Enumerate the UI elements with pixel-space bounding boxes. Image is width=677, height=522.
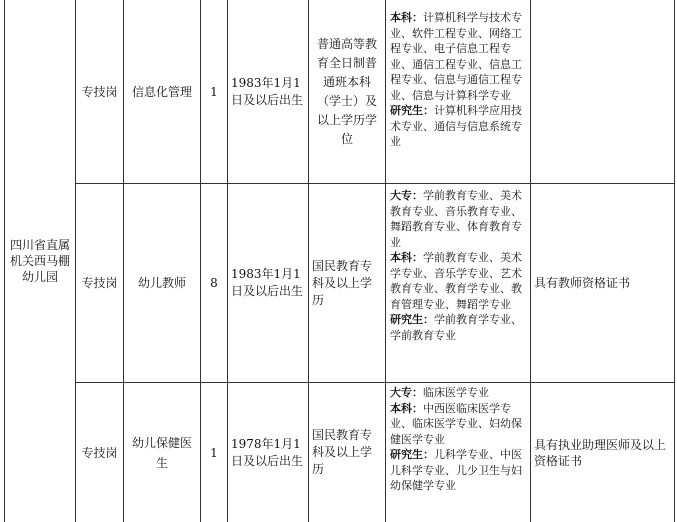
major-text: 计算机科学与技术专业、软件工程专业、网络工程专业、电子信息工程专业、通信工程专业、信息工程专业、信息与通信工程专业、信息与计算科学专业 bbox=[390, 11, 522, 102]
birth-requirement: 1983年1月1日及以后出生 bbox=[231, 267, 304, 298]
other-requirement: 具有执业助理医师及以上资格证书 bbox=[534, 437, 667, 468]
major-text: 学前教育专业、美术学专业、音乐学专业、艺术教育专业、教育学专业、教育管理专业、舞蹈学专业 bbox=[390, 251, 522, 311]
count-cell bbox=[201, 184, 227, 382]
major-label: 研究生： bbox=[390, 104, 434, 117]
other-cell bbox=[531, 184, 674, 382]
table-row bbox=[76, 0, 123, 183]
table-row bbox=[76, 383, 123, 522]
birth-requirement: 1983年1月1日及以后出生 bbox=[231, 75, 304, 107]
position-name-cell bbox=[124, 383, 200, 522]
unit-name: 四川省直属机关西马棚幼儿园 bbox=[9, 238, 70, 284]
education-requirement: 普通高等教育全日制普通班本科（学士）及以上学历学位 bbox=[316, 36, 377, 146]
major-requirement bbox=[386, 385, 530, 519]
major-label: 研究生： bbox=[390, 313, 434, 326]
unit-name-cell bbox=[5, 0, 75, 522]
major-label: 本科： bbox=[390, 251, 423, 264]
position-name: 幼儿教师 bbox=[137, 276, 186, 290]
position-name-cell bbox=[124, 184, 200, 382]
major-label: 研究生： bbox=[390, 448, 434, 461]
birth-cell bbox=[228, 383, 308, 522]
position-name: 信息化管理 bbox=[131, 84, 192, 99]
major-label: 大专： bbox=[390, 189, 423, 202]
position-type: 专技岗 bbox=[81, 445, 118, 460]
count-cell bbox=[201, 0, 227, 183]
position-count: 1 bbox=[210, 84, 218, 99]
education-cell bbox=[309, 0, 385, 183]
other-cell bbox=[531, 0, 674, 183]
birth-requirement: 1978年1月1日及以后出生 bbox=[231, 436, 304, 468]
birth-cell bbox=[228, 184, 308, 382]
position-count: 1 bbox=[210, 445, 218, 460]
position-type: 专技岗 bbox=[81, 276, 118, 290]
birth-cell bbox=[228, 0, 308, 183]
position-name-cell bbox=[124, 0, 200, 183]
education-cell bbox=[309, 383, 385, 522]
major-text: 计算机科学应用技术专业、通信与信息系统专业 bbox=[390, 104, 522, 148]
other-cell bbox=[531, 383, 674, 522]
major-text: 临床医学专业 bbox=[423, 386, 489, 399]
education-requirement: 国民教育专科及以上学历 bbox=[312, 428, 373, 476]
count-cell bbox=[201, 383, 227, 522]
major-label: 本科： bbox=[390, 11, 423, 24]
major-text: 儿科学专业、中医儿科学专业、儿少卫生与妇幼保健学专业 bbox=[390, 448, 522, 492]
major-label: 大专： bbox=[390, 386, 423, 399]
table-row bbox=[76, 184, 123, 382]
position-type: 专技岗 bbox=[81, 84, 118, 99]
table-border-right bbox=[674, 0, 675, 522]
other-requirement: 具有教师资格证书 bbox=[534, 276, 631, 290]
education-cell bbox=[309, 184, 385, 382]
major-requirement bbox=[386, 10, 530, 180]
education-requirement: 国民教育专科及以上学历 bbox=[312, 258, 373, 307]
major-requirement bbox=[386, 188, 530, 380]
major-text: 学前教育学专业、学前教育专业 bbox=[390, 313, 522, 342]
major-text: 学前教育专业、美术教育专业、音乐教育专业、舞蹈教育专业、体育教育专业 bbox=[390, 189, 522, 249]
position-count: 8 bbox=[210, 276, 218, 290]
major-text: 中西医临床医学专业、临床医学专业、妇幼保健医学专业 bbox=[390, 401, 522, 446]
major-label: 本科： bbox=[390, 401, 423, 415]
position-name: 幼儿保健医生 bbox=[131, 435, 192, 470]
